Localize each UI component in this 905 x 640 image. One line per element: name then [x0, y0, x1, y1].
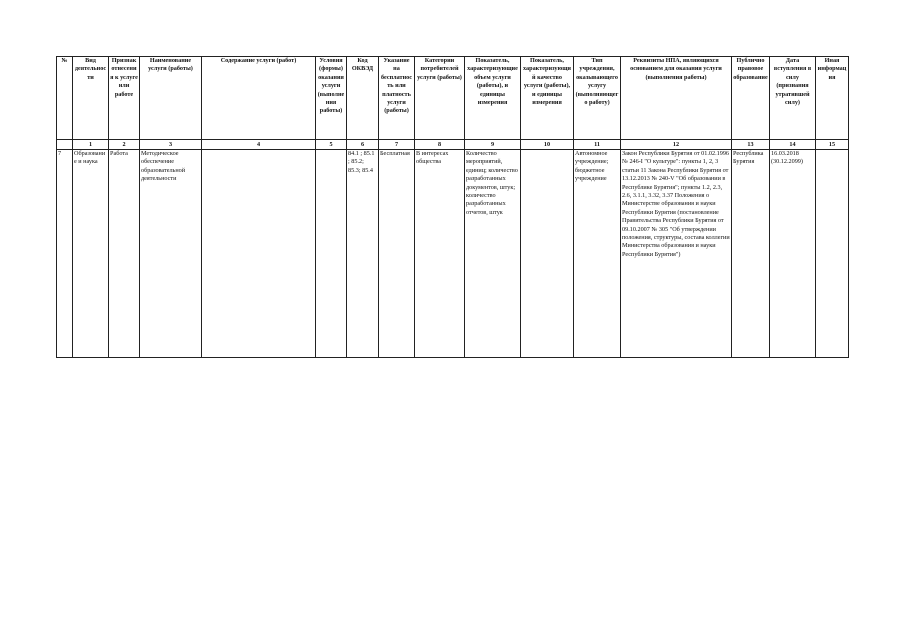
cell-quality [521, 150, 574, 358]
cell-payment: Бесплатная [379, 150, 415, 358]
table-row [57, 150, 849, 358]
cell-sign: Работа [109, 150, 140, 358]
col-number: 8 [415, 140, 465, 150]
column-numbers-row [57, 140, 849, 150]
cell-public-entity: Республика Бурятия [732, 150, 770, 358]
col-header-public-entity: Публично правовое образование [732, 57, 770, 140]
col-header-content: Содержание услуги (работ) [202, 57, 316, 140]
col-number: 11 [574, 140, 621, 150]
cell-date: 16.03.2018 (30.12.2099) [770, 150, 816, 358]
col-number-blank [57, 140, 73, 150]
col-number: 4 [202, 140, 316, 150]
col-header-activity: Вид деятельности [73, 57, 109, 140]
col-header-conditions: Условия (формы) оказания услуги (выполнения работы) [316, 57, 347, 140]
col-header-quality: Показатель, характеризующий качество услуги (работы), и единицы измерения [521, 57, 574, 140]
col-header-okved: Код ОКВЭД [347, 57, 379, 140]
col-header-number: № [57, 57, 73, 140]
col-number: 9 [465, 140, 521, 150]
registry-sheet [56, 56, 849, 358]
services-registry-table [56, 56, 849, 358]
col-number: 13 [732, 140, 770, 150]
col-header-npa: Реквизиты НПА, являющихся основанием для оказания услуги (выполнения работы) [621, 57, 732, 140]
col-number: 3 [140, 140, 202, 150]
col-header-volume: Показатель, характеризующие объем услуги (работы), и единицы измерения [465, 57, 521, 140]
cell-content [202, 150, 316, 358]
col-number: 5 [316, 140, 347, 150]
col-number: 6 [347, 140, 379, 150]
col-number: 10 [521, 140, 574, 150]
cell-other [816, 150, 849, 358]
col-header-institution-type: Тип учреждения, оказывающего услугу (выполняющего работу) [574, 57, 621, 140]
col-header-payment: Указание на бесплатность или платность услуги (работы) [379, 57, 415, 140]
cell-npa: Закон Республики Бурятия от 01.02.1996 № 246-I "О культуре": пункты 1, 2, 3 статьи 11 Закона Республики Бурятия от 13.12.2013 № 240-V "Об образовании в Республике Бурятия"; пункты 1.2, 2.3, 2.6, 3.1.1, 3.32, 3.37 Положения о Министерстве образования и науки Республики Бурятия (постановление Правительства Республики Бурятия от 09.10.2007 № 305 "Об утверждении положения, структуры, состава коллегии Министерства образования и науки Республики Бурятия") [621, 150, 732, 358]
col-header-date: Дата вступления в силу (признания утратившей силу) [770, 57, 816, 140]
header-row [57, 57, 849, 140]
col-number: 12 [621, 140, 732, 150]
cell-okved: 84.1 ; 85.1 ; 85.2; 85.3; 85.4 [347, 150, 379, 358]
cell-name: Методическое обеспечение образовательной деятельности [140, 150, 202, 358]
cell-activity: Образование и наука [73, 150, 109, 358]
col-header-sign: Признак отнесения к услуге или работе [109, 57, 140, 140]
col-header-consumers: Категории потребителей услуги (работы) [415, 57, 465, 140]
cell-consumers: В интересах общества [415, 150, 465, 358]
cell-number: 7 [57, 150, 73, 358]
cell-institution-type: Автономное учреждение; бюджетное учреждение [574, 150, 621, 358]
col-number: 15 [816, 140, 849, 150]
col-number: 14 [770, 140, 816, 150]
col-number: 2 [109, 140, 140, 150]
col-number: 7 [379, 140, 415, 150]
cell-conditions [316, 150, 347, 358]
col-header-name: Наименование услуги (работы) [140, 57, 202, 140]
col-header-other: Иная информация [816, 57, 849, 140]
col-number: 1 [73, 140, 109, 150]
cell-volume: Количество мероприятий, единиц; количество разработанных документов, штук; количество разработанных отчетов, штук [465, 150, 521, 358]
